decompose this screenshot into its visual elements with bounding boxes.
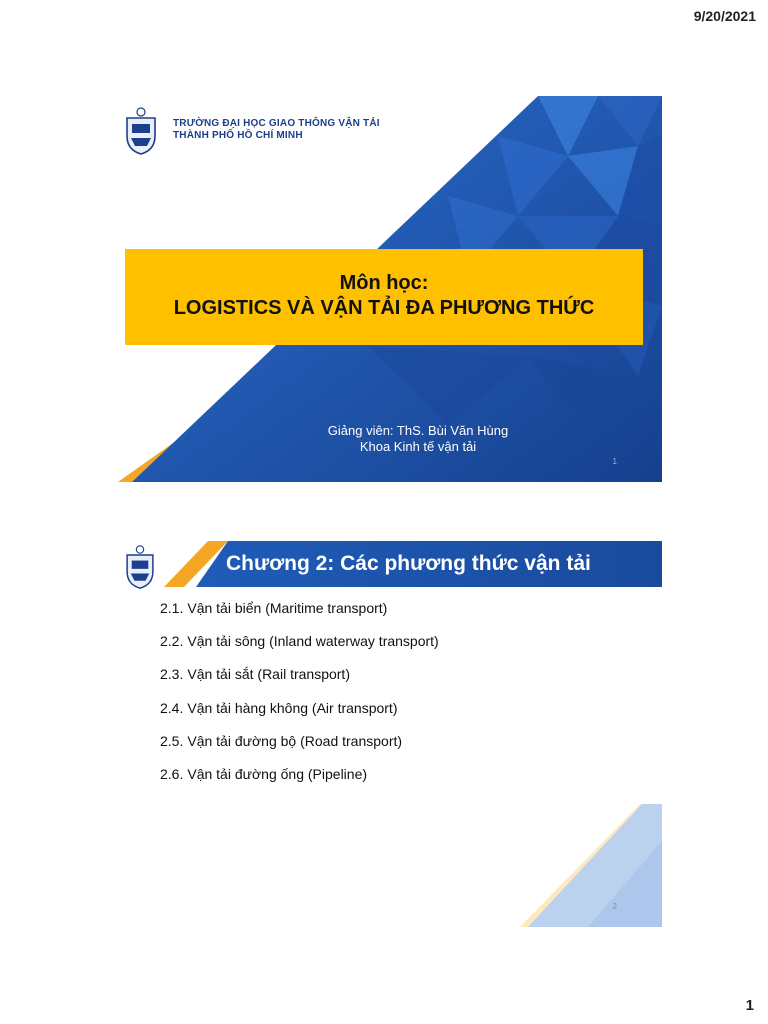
topic-list [160,599,439,798]
slide-number: 1 [612,457,617,466]
topic-text: Vận tải biển (Maritime transport) [187,600,388,616]
university-name-line2: THÀNH PHỐ HỒ CHÍ MINH [173,130,303,141]
list-item [160,632,439,665]
slide-1-title[interactable] [118,96,662,482]
list-item [160,699,439,732]
lecturer-name: Giảng viên: ThS. Bùi Văn Hùng [327,423,509,438]
topic-number: 2.1. [160,600,184,616]
slide-2-chapter[interactable] [118,541,662,927]
course-title-label: Môn học: [339,272,429,294]
page-number: 1 [745,997,754,1014]
topic-number: 2.3. [160,666,184,683]
list-item [160,599,439,632]
topic-text: Vận tải sắt (Rail transport) [187,666,350,683]
topic-number: 2.4. [160,699,184,716]
list-item [160,665,439,698]
department-name: Khoa Kinh tế vận tải [359,439,477,454]
chapter-title: Chương 2: Các phương thức vận tải [226,552,591,575]
topic-number: 2.5. [160,732,184,749]
topic-number: 2.6. [160,765,184,782]
page-date: 9/20/2021 [693,8,756,24]
list-item [160,765,439,798]
university-name [173,118,380,142]
topic-text: Vận tải đường ống (Pipeline) [187,765,368,782]
list-item [160,732,439,765]
topic-text: Vận tải đường bộ (Road transport) [187,732,403,749]
course-title: LOGISTICS VÀ VẬN TẢI ĐA PHƯƠNG THỨC [173,297,595,319]
topic-text: Vận tải hàng không (Air transport) [187,699,398,716]
university-crest-icon [124,106,158,156]
university-crest-icon [124,544,156,590]
university-name-line1: TRƯỜNG ĐẠI HỌC GIAO THÔNG VẬN TẢI [173,118,380,129]
topic-text: Vận tải sông (Inland waterway transport) [187,633,439,650]
course-title-band [125,249,643,345]
slide-number: 2 [612,902,617,911]
topic-number: 2.2. [160,633,184,650]
